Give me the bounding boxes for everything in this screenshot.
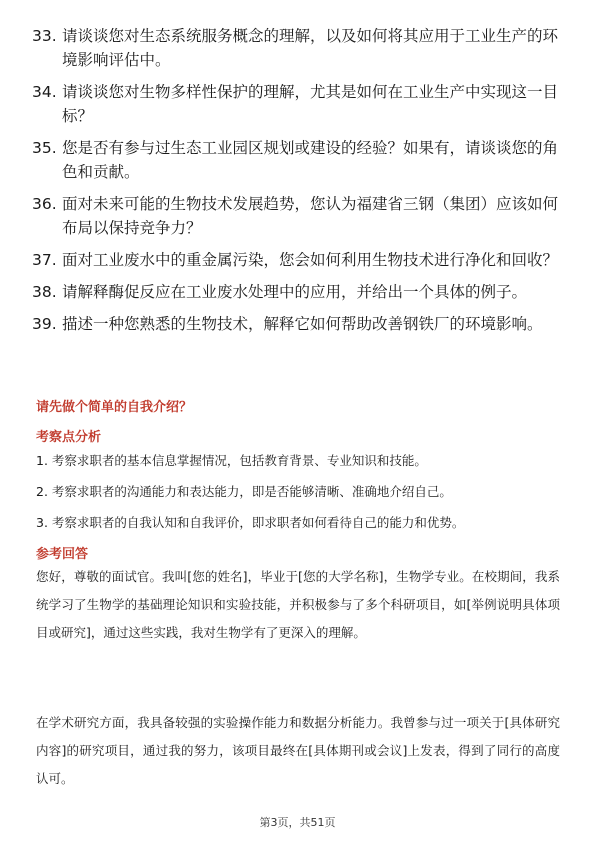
question-text: 请解释酶促反应在工业废水处理中的应用，并给出一个具体的例子。	[62, 283, 528, 301]
question-item	[32, 136, 562, 184]
question-text: 描述一种您熟悉的生物技术，解释它如何帮助改善钢铁厂的环境影响。	[62, 315, 543, 333]
analysis-points	[36, 451, 561, 544]
reference-paragraph: 在学术研究方面，我具备较强的实验操作能力和数据分析能力。我曾参与过一项关于[具体研究内容]的研究项目，通过我的努力，该项目最终在[具体期刊或会议]上发表，得到了同行的高度认可。	[36, 715, 560, 786]
analysis-point: 2. 考察求职者的沟通能力和表达能力，即是否能够清晰、准确地介绍自己。	[36, 484, 452, 499]
analysis-heading: 考察点分析	[36, 430, 102, 445]
question-list	[32, 24, 562, 344]
page-footer: 第3页，共51页	[259, 816, 336, 829]
question-number: 36.	[32, 195, 57, 213]
question-item	[32, 248, 562, 272]
question-number: 34.	[32, 83, 57, 101]
question-text: 您是否有参与过生态工业园区规划或建设的经验？如果有，请谈谈您的角色和贡献。	[62, 139, 559, 181]
question-item	[32, 312, 562, 336]
question-item	[32, 192, 562, 240]
question-number: 33.	[32, 27, 57, 45]
intro-question-heading: 请先做个简单的自我介绍？	[36, 400, 193, 415]
question-text: 面对工业废水中的重金属污染，您会如何利用生物技术进行净化和回收？	[62, 251, 559, 269]
question-item	[32, 280, 562, 304]
question-number: 38.	[32, 283, 57, 301]
question-text: 请谈谈您对生态系统服务概念的理解，以及如何将其应用于工业生产的环境影响评估中。	[62, 27, 559, 69]
analysis-point: 1. 考察求职者的基本信息掌握情况，包括教育背景、专业知识和技能。	[36, 453, 427, 468]
reference-paragraph: 您好，尊敬的面试官。我叫[您的姓名]，毕业于[您的大学名称]，生物学专业。在校期间，我系统学习了生物学的基础理论知识和实验技能，并积极参与了多个科研项目，如[举例说明具体项目或研究]，通过这些实践，我对生物学有了更深入的理解。	[36, 569, 560, 640]
question-item	[32, 80, 562, 128]
question-number: 35.	[32, 139, 57, 157]
question-text: 请谈谈您对生物多样性保护的理解，尤其是如何在工业生产中实现这一目标？	[62, 83, 559, 125]
analysis-point: 3. 考察求职者的自我认知和自我评价，即求职者如何看待自己的能力和优势。	[36, 515, 465, 530]
reference-heading: 参考回答	[36, 547, 89, 562]
question-item	[32, 24, 562, 72]
question-number: 39.	[32, 315, 57, 333]
question-number: 37.	[32, 251, 57, 269]
question-text: 面对未来可能的生物技术发展趋势，您认为福建省三钢（集团）应该如何布局以保持竞争力？	[62, 195, 559, 237]
